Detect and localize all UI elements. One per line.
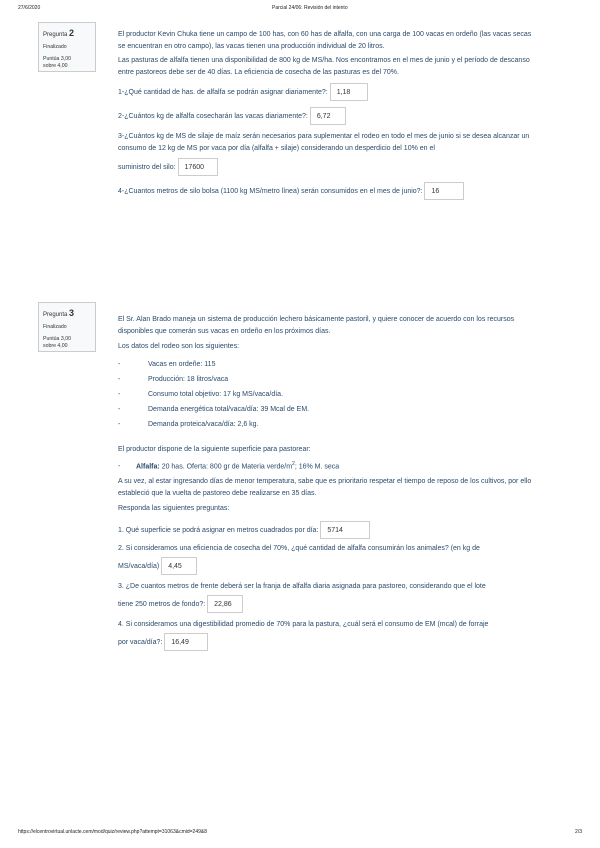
herd-data-list	[118, 359, 540, 431]
question-3-intro: El Sr. Alan Brado maneja un sistema de producción lechero básicamente pastoril, y quiere conocer de acuerdo con los recursos disponibles que comerán sus vacas en ordeño en los próximos días.	[118, 316, 515, 335]
answer-2-3-field[interactable]: 17600	[178, 158, 218, 176]
answer-3-4-field[interactable]: 16,49	[164, 633, 208, 651]
question-3-sub-3: 3. ¿De cuantos metros de frente deberá ser la franja de alfalfa diaria asignada para pastoreo, considerando que el lote	[118, 583, 486, 591]
answer-2-2-field[interactable]: 6,72	[310, 107, 346, 125]
print-title: Parcial 24/06: Revisión del intento	[272, 5, 348, 11]
question-2-sub-3-line-2: suministro del silo: 17600	[118, 158, 540, 176]
question-3-sub-3-line-2: tiene 250 metros de fondo?: 22,86	[118, 595, 540, 613]
alfalfa-item: - Alfalfa: 20 has. Oferta: 800 gr de Materia verde/$m^2$; 16% M. seca	[118, 461, 340, 471]
question-3-responda: Responda las siguientes preguntas:	[118, 505, 230, 513]
question-2-stem-1: El productor Kevin Chuka tiene un campo de 100 has, con 60 has de alfalfa, con una carga de 100 vacas en ordeño (las vacas secas se encuentran en otro campo), las vacas tienen una producción individual de 20 litros.	[118, 31, 532, 50]
question-2-info	[38, 22, 96, 72]
question-3-sub-1: 1. Qué superficie se podrá asignar en metros cuadrados por día: 5714	[118, 521, 540, 539]
question-2-status: Finalizado	[43, 44, 67, 51]
list-item: - Producción: 18 litros/vaca	[118, 376, 229, 383]
question-2-score: Puntúa 3,00 sobre 4,00	[43, 55, 71, 70]
question-3-number: 3	[69, 308, 75, 318]
answer-3-1-field[interactable]: 5714	[320, 521, 370, 539]
question-2-sub-1: 1-¿Qué cantidad de has. de alfalfa se podrán asignar diariamente?: 1,18	[118, 83, 540, 101]
question-3-info	[38, 302, 96, 352]
question-3-sub-2: 2. Si consideramos una eficiencia de cosecha del 70%, ¿qué cantidad de alfalfa consumirán los animales? (en kg de	[118, 545, 480, 553]
list-item: - Vacas en ordeñe: 115	[118, 361, 216, 368]
question-2-label: Pregunta 2	[43, 28, 75, 38]
print-date: 27/6/2020	[18, 5, 41, 11]
answer-3-3-field[interactable]: 22,86	[207, 595, 243, 613]
question-3-sub-2-line-2: MS/vaca/día) 4,45	[118, 557, 540, 575]
print-url: https://elcentrovirtual.unlacte.cem/mod/quiz/review.php?attempt=31063&cmid=249&8	[18, 829, 207, 835]
question-2-stem-2: Las pasturas de alfalfa tienen una disponibilidad de 800 kg de MS/ha. Nos encontramos en el mes de junio y el período de descanso entre pastoreos debe ser de 40 días. La eficiencia de cosecha de las pasturas es del 70%.	[118, 57, 530, 76]
question-3-label: Pregunta 3	[43, 308, 75, 318]
question-3-sub-4-line-2: por vaca/día?: 16,49	[118, 633, 540, 651]
question-3-datos-title: Los datos del rodeo son los siguientes:	[118, 343, 240, 350]
question-2-sub-4: 4-¿Cuantos metros de silo bolsa (1100 kg MS/metro línea) serán consumidos en el mes de junio?: 16	[118, 182, 540, 200]
page-number: 2/3	[575, 829, 582, 835]
answer-3-2-field[interactable]: 4,45	[161, 557, 197, 575]
question-2-number: 2	[69, 28, 75, 38]
question-2-sub-2: 2-¿Cuántos kg de alfalfa cosecharán las vacas diariamente?: 6,72	[118, 107, 540, 125]
list-item: - Demanda energética total/vaca/día: 39 Mcal de EM.	[118, 406, 310, 413]
answer-2-4-field[interactable]: 16	[424, 182, 464, 200]
question-3-sub-4: 4. Si consideramos una digestibilidad promedio de 70% para la pastura, ¿cuál será el consumo de EM (mcal) de forraje	[118, 621, 489, 629]
question-2-sub-3: 3-¿Cuántos kg de MS de silaje de maíz serán necesarios para suplementar el rodeo en todo el mes de junio si se desea alcanzar un consumo de 12 kg de MS por vaca por día (alfalfa + silaje) considerando un desperdicio del 10% en el	[118, 133, 530, 152]
list-item: - Demanda proteica/vaca/día: 2,6 kg.	[118, 421, 259, 428]
question-3-content	[118, 314, 540, 651]
question-3-score: Puntúa 3,00 sobre 4,00	[43, 335, 71, 350]
question-2-content	[118, 29, 540, 200]
question-3-status: Finalizado	[43, 324, 67, 331]
question-3-temperature: A su vez, al estar ingresando días de menor temperatura, sabe que es prioritario respetar el tiempo de reposo de los cultivos, por ello estableció que la vuelta de pastoreo debe realizarse en 35 días.	[118, 478, 532, 498]
list-item: - Consumo total objetivo: 17 kg MS/vaca/día.	[118, 391, 284, 398]
answer-2-1-field[interactable]: 1,18	[330, 83, 368, 101]
question-3-superficie-title: El productor dispone de la siguiente superficie para pastorear:	[118, 446, 311, 453]
